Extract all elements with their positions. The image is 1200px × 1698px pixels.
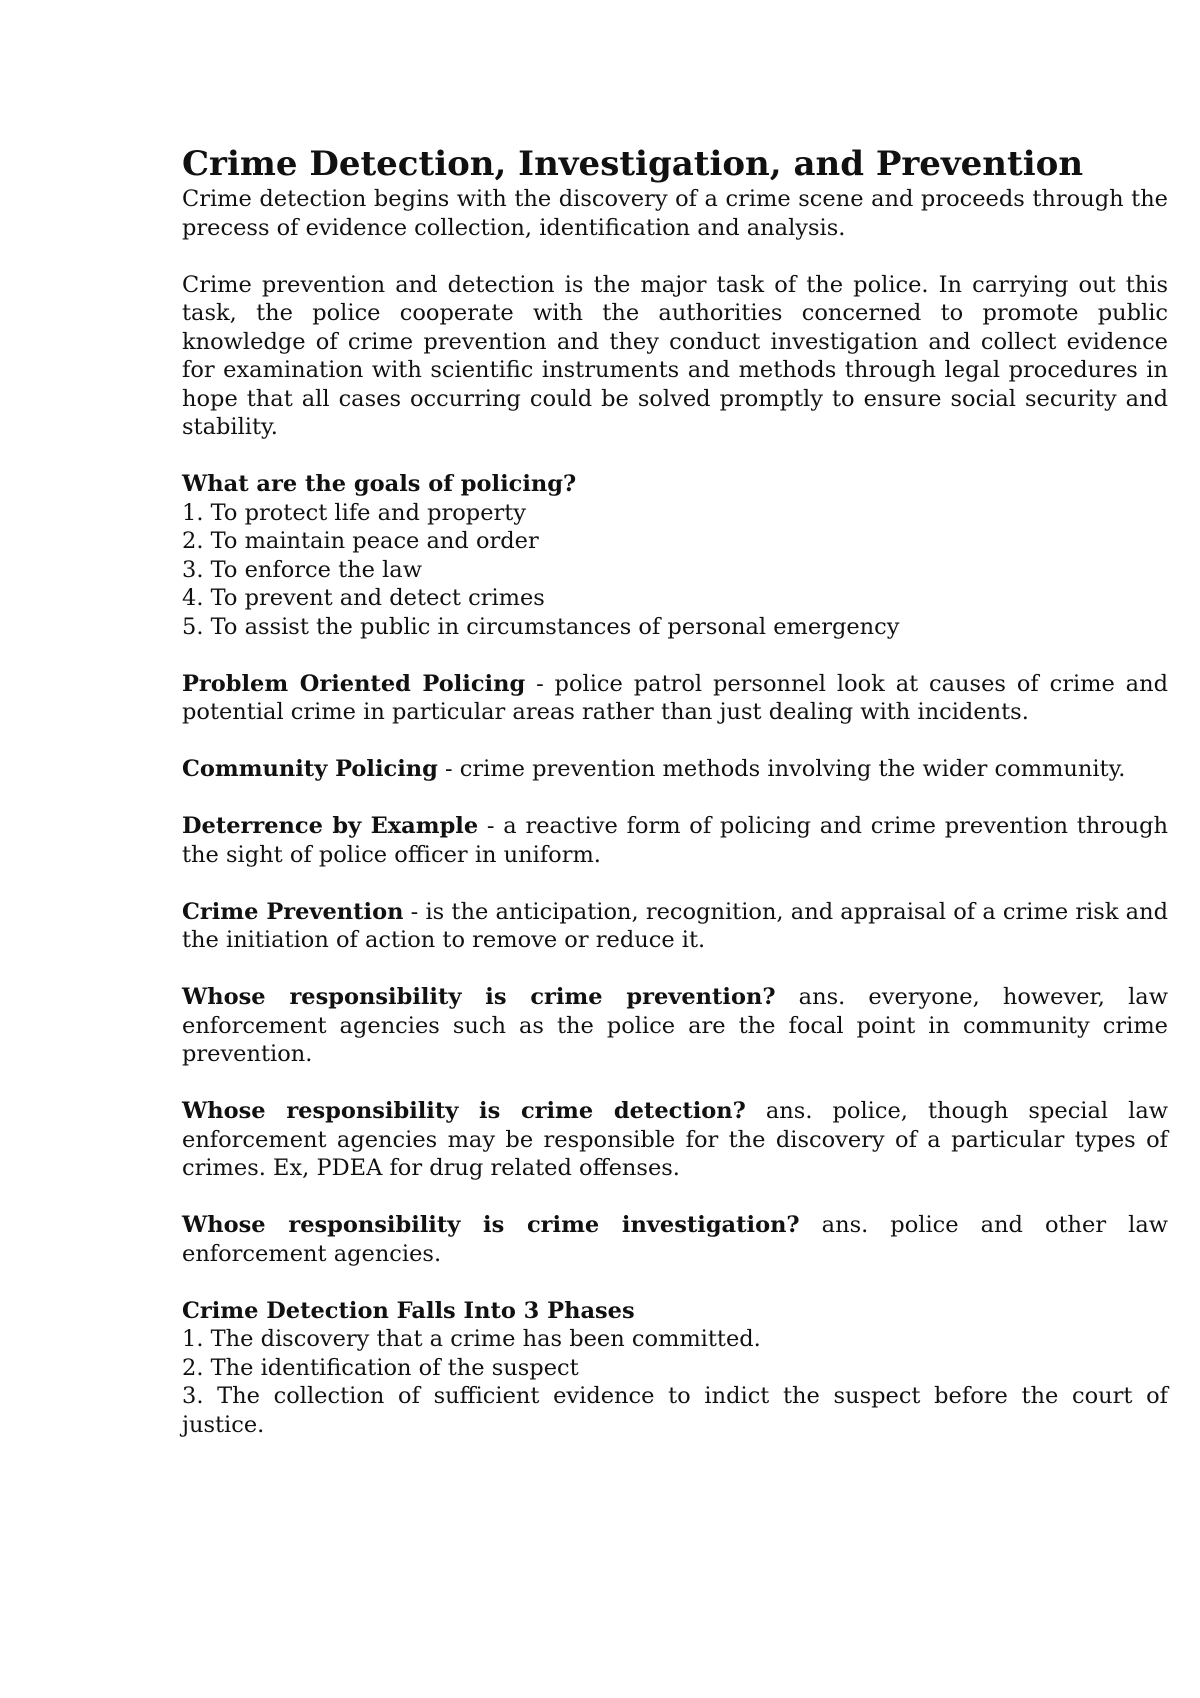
list-item: 4. To prevent and detect crimes <box>182 585 545 611</box>
question-crime-detection <box>182 1097 1168 1183</box>
document-page <box>182 143 1168 1439</box>
definition-term: Crime Prevention <box>182 898 404 925</box>
phases-heading: Crime Detection Falls Into 3 Phases <box>182 1297 635 1324</box>
list-item: 1. To protect life and property <box>182 499 527 526</box>
goals-list <box>182 499 1168 642</box>
definition-text: - police patrol personnel look at causes of crime and potential crime in particular areas rather than just dealing with incidents. <box>182 670 1168 725</box>
question-crime-investigation <box>182 1211 1168 1268</box>
answer-text: ans. everyone, however, law enforcement agencies such as the police are the focal point in community crime prevention. <box>182 984 1168 1067</box>
document-title: Crime Detection, Investigation, and Prevention <box>182 144 1084 184</box>
definition-term: Problem Oriented Policing <box>182 670 526 697</box>
definition-deterrence-by-example <box>182 812 1168 869</box>
answer-text: ans. police and other law enforcement agencies. <box>182 1212 1168 1267</box>
list-item: 3. To enforce the law <box>182 556 422 583</box>
question-text: Whose responsibility is crime investigation? <box>182 1212 800 1238</box>
prevention-paragraph: Crime prevention and detection is the major task of the police. In carrying out this task, the police cooperate with the authorities concerned to promote public knowledge of crime prevention and they conduct investigation and collect evidence for examination with scientific instruments and methods through legal procedures in hope that all cases occurring could be solved promptly to ensure social security and stability. <box>182 271 1168 440</box>
goals-section <box>182 470 1168 641</box>
definition-crime-prevention <box>182 898 1168 955</box>
definition-text: - is the anticipation, recognition, and appraisal of a crime risk and the initiation of action to remove or reduce it. <box>182 898 1168 953</box>
list-item: 1. The discovery that a crime has been committed. <box>182 1326 761 1352</box>
list-item: 3. The collection of sufficient evidence to indict the suspect before the court of justice. <box>182 1383 1168 1438</box>
question-text: Whose responsibility is crime detection? <box>182 1098 746 1124</box>
definition-community-policing <box>182 755 1168 784</box>
definition-problem-oriented-policing <box>182 670 1168 727</box>
goals-heading: What are the goals of policing? <box>182 471 577 497</box>
definition-text: - crime prevention methods involving the wider community. <box>437 756 1126 782</box>
phases-section <box>182 1297 1168 1440</box>
question-text: Whose responsibility is crime prevention? <box>182 984 776 1010</box>
list-item: 5. To assist the public in circumstances of personal emergency <box>182 613 900 640</box>
question-crime-prevention <box>182 983 1168 1069</box>
definition-term: Community Policing <box>182 756 438 782</box>
definition-text: - a reactive form of policing and crime prevention through the sight of police officer in uniform. <box>182 813 1168 868</box>
definition-term: Deterrence by Example <box>182 813 479 839</box>
list-item: 2. To maintain peace and order <box>182 528 539 554</box>
phases-list <box>182 1325 1168 1439</box>
intro-paragraph: Crime detection begins with the discovery of a crime scene and proceeds through the precess of evidence collection, identification and analysis. <box>182 186 1168 241</box>
answer-text: ans. police, though special law enforcement agencies may be responsible for the discovery of a particular types of crimes. Ex, PDEA for drug related offenses. <box>182 1098 1169 1181</box>
list-item: 2. The identification of the suspect <box>182 1354 579 1381</box>
